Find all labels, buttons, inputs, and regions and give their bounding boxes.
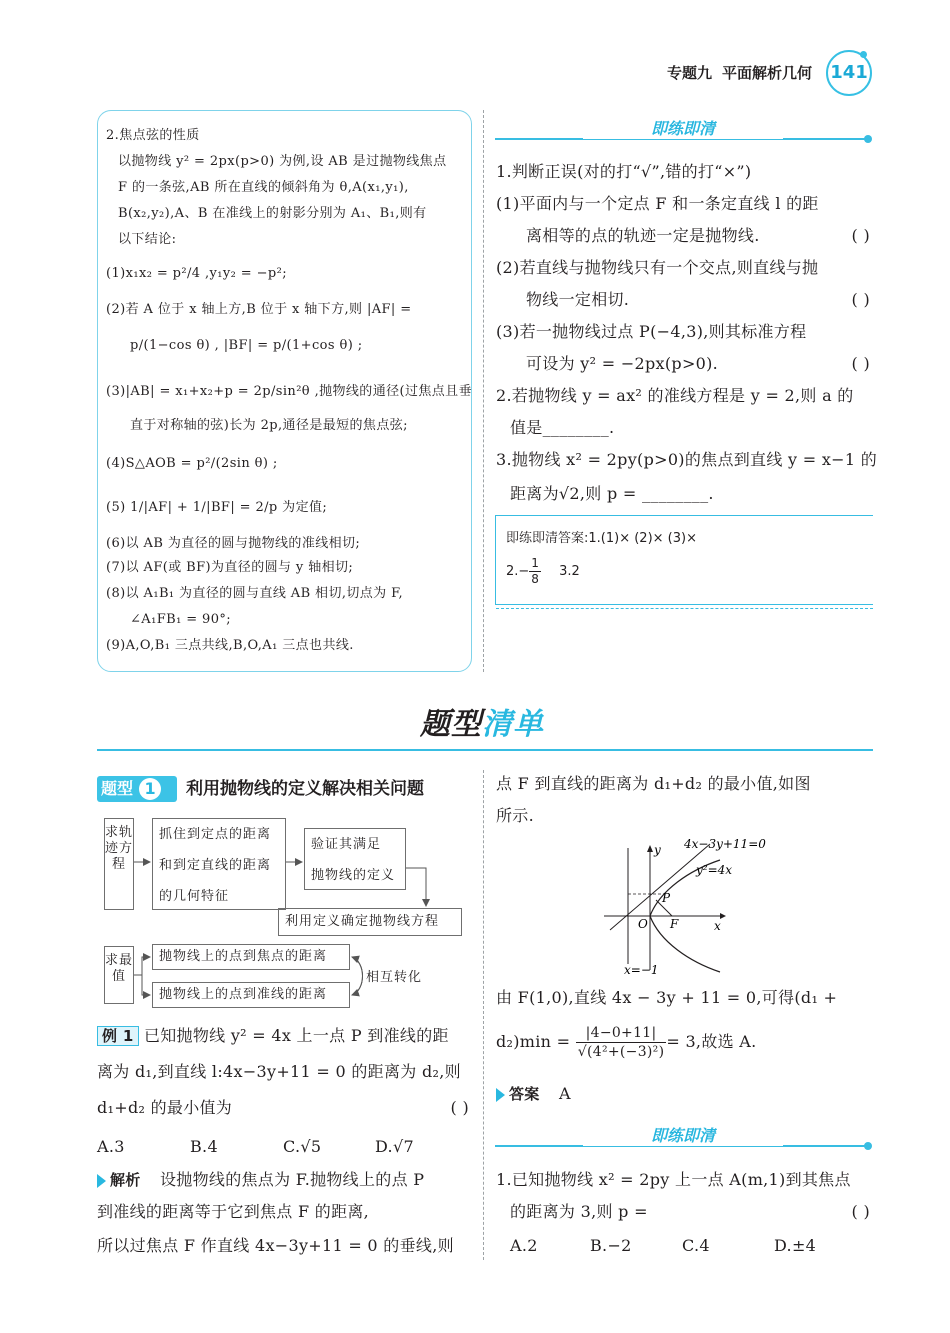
section-title-a: 题型 (420, 707, 482, 742)
focal-intro-3: B(x₂,y₂),A、B 在准线上的射影分别为 A₁、B₁,则有 (118, 206, 427, 221)
focal-property-2b: p/(1−cos θ) , |BF| = p/(1+cos θ) ; (130, 338, 363, 353)
flow-locus-label: 求轨迹方程 (104, 818, 134, 910)
answer-blank-1[interactable]: ( ) (851, 226, 870, 245)
flow-step-features-2: 和到定直线的距离 (159, 858, 272, 873)
answer-2-num: 1 (531, 556, 539, 570)
flow-focus-distance: 抛物线上的点到焦点的距离 (152, 944, 350, 970)
focal-property-8a: (8)以 A₁B₁ 为直径的圆与直线 AB 相切,切点为 F, (106, 586, 404, 601)
type-title: 利用抛物线的定义解决相关问题 (186, 779, 424, 799)
example1-question-c: d₁+d₂ 的最小值为 (97, 1098, 233, 1117)
focal-property-9: (9)A,O,B₁ 三点共线,B,O,A₁ 三点也共线. (106, 638, 354, 653)
solution-text-b: 到准线的距离等于它到焦点 F 的距离, (97, 1202, 370, 1221)
graph-x-label: x (714, 919, 721, 933)
example1-label: 例 1 (97, 1026, 139, 1046)
flow-step-features-1: 抓住到定点的距离 (159, 827, 272, 842)
flow-directrix-distance: 抛物线上的点到准线的距离 (152, 982, 350, 1008)
solution-fraction-num: |4−0+11| (576, 1024, 667, 1043)
section-title-b: 清单 (482, 707, 544, 742)
page-number: 141 (826, 50, 872, 96)
practice2-choice-a: A.2 (510, 1236, 538, 1255)
practice1-q2a: 2.若抛物线 y = ax² 的准线方程是 y = 2,则 a 的 (496, 386, 854, 405)
practice1-q1-3b-text: 可设为 y² = −2px(p>0). (526, 354, 719, 373)
solution-text-g2: = 3,故选 A. (666, 1032, 757, 1051)
practice1-q1-1a: (1)平面内与一个定点 F 和一条定直线 l 的距 (496, 194, 819, 213)
practice2-q1b: 的距离为 3,则 p = (510, 1202, 648, 1221)
solution-label: 解析 (110, 1171, 141, 1189)
header-topic: 专题九 (666, 64, 712, 82)
practice2-title: 即练即清 (583, 1123, 783, 1146)
answer-value: A (559, 1084, 571, 1103)
graph-origin-label: O (638, 917, 648, 931)
focal-property-8b: ∠A₁FB₁ = 90°; (130, 612, 232, 627)
practice2-line2 (510, 1200, 870, 1224)
example1-answer-blank[interactable]: ( ) (450, 1098, 469, 1117)
type-tag-number: 1 (139, 778, 161, 800)
graph-directrix-label: x=−1 (624, 963, 659, 977)
answer-label: 答案 (509, 1085, 540, 1103)
example1-line3 (97, 1096, 469, 1120)
practice2-answer-blank[interactable]: ( ) (851, 1202, 870, 1221)
type-tag-label: 题型 (101, 779, 134, 798)
x-axis-arrow (720, 913, 726, 919)
answer-blank-2[interactable]: ( ) (851, 290, 870, 309)
flow-step-verify-2: 抛物线的定义 (311, 868, 396, 883)
solution-text-f: 由 F(1,0),直线 4x − 3y + 11 = 0,可得(d₁ + (496, 988, 838, 1007)
example1-choice-a: A.3 (97, 1137, 125, 1156)
solution-line1 (97, 1168, 424, 1192)
practice1-q1-2a: (2)若直线与抛物线只有一个交点,则直线与抛 (496, 258, 819, 277)
example1-question-b: 离为 d₁,到直线 l:4x−3y+11 = 0 的距离为 d₂,则 (97, 1062, 461, 1081)
header-title: 平面解析几何 (721, 64, 812, 82)
solution-text-d: 点 F 到直线的距离为 d₁+d₂ 的最小值,如图 (496, 774, 811, 793)
focal-property-1: (1)x₁x₂ = p²/4 ,y₁y₂ = −p²; (106, 266, 287, 281)
focal-property-7: (7)以 AF(或 BF)为直径的圆与 y 轴相切; (106, 560, 354, 575)
solution-text-g1: d₂)min = (496, 1032, 571, 1051)
example1-question-a: 已知抛物线 y² = 4x 上一点 P 到准线的距 (143, 1026, 449, 1045)
flow-step-equation: 利用定义确定抛物线方程 (278, 908, 462, 936)
answer-2-sign: 2.− (506, 564, 530, 579)
example1-choice-d: D.√7 (375, 1137, 414, 1156)
example1-choice-c: C.√5 (283, 1137, 322, 1156)
flow-arrow-4 (134, 957, 150, 975)
y-axis-arrow (647, 845, 653, 852)
practice2-q1a: 1.已知抛物线 x² = 2py 上一点 A(m,1)到其焦点 (496, 1170, 851, 1189)
focal-intro-1: 以抛物线 y² = 2px(p>0) 为例,设 AB 是过抛物线焦点 (118, 154, 447, 169)
focal-heading: 2.焦点弦的性质 (106, 128, 200, 143)
graph-parabola-label: y²=4x (696, 863, 733, 877)
graph-line-label: 4x−3y+11=0 (684, 837, 766, 851)
practice1-q1-3a: (3)若一抛物线过点 P(−4,3),则其标准方程 (496, 322, 807, 341)
flow-arrow-3 (406, 868, 426, 906)
example1-line1 (97, 1024, 449, 1048)
solution-text-a: 设抛物线的焦点为 F.抛物线上的点 P (160, 1170, 425, 1189)
focal-intro-2: F 的一条弦,AB 所在直线的倾斜角为 θ,A(x₁,y₁), (118, 180, 409, 195)
answer-blank-3[interactable]: ( ) (851, 354, 870, 373)
practice1-q2b: 值是________. (510, 418, 615, 437)
practice1-q1-2b-text: 物线一定相切. (526, 290, 630, 309)
graph-p-label: P (662, 891, 671, 905)
graph-y-label: y (654, 843, 661, 857)
answer-marker-icon (496, 1088, 505, 1102)
solution-text-e: 所示. (496, 806, 534, 825)
practice1-title: 即练即清 (583, 116, 783, 139)
focal-property-3b: 直于对称轴的弦)长为 2p,通径是最短的焦点弦; (130, 418, 408, 433)
answer-2-den: 8 (531, 572, 539, 586)
flow-mutual-arc (352, 957, 363, 995)
practice1-answer-line1: 即练即清答案:1.(1)× (2)× (3)× (506, 531, 697, 546)
focal-property-3a: (3)|AB| = x₁+x₂+p = 2p/sin²θ ,抛物线的通径(过焦点且垂 (106, 384, 472, 399)
answer-line (496, 1082, 571, 1106)
graph-focus-label: F (670, 917, 679, 931)
practice1-q3a: 3.抛物线 x² = 2py(p>0)的焦点到直线 y = x−1 的 (496, 450, 878, 469)
flow-mutual-label: 相互转化 (366, 970, 423, 985)
solution-text-c: 所以过焦点 F 作直线 4x−3y+11 = 0 的垂线,则 (97, 1236, 454, 1255)
focal-intro-4: 以下结论: (118, 232, 177, 247)
focal-property-5: (5) 1/|AF| + 1/|BF| = 2/p 为定值; (106, 500, 328, 515)
practice1-q1: 1.判断正误(对的打“√”,错的打“×”) (496, 162, 752, 181)
flow-step-verify-1: 验证其满足 (311, 837, 382, 852)
practice2-choice-c: C.4 (682, 1236, 710, 1255)
example1-choice-b: B.4 (190, 1137, 218, 1156)
solution-fraction (576, 1024, 667, 1061)
solution-marker-icon (97, 1174, 106, 1188)
solution-fraction-den: √(4²+(−3)²) (577, 1044, 665, 1060)
practice1-q3b: 距离为√2,则 p = ________. (510, 484, 714, 503)
parabola-figure (600, 830, 780, 980)
practice1-q1-1b-text: 离相等的点的轨迹一定是抛物线. (526, 226, 760, 245)
focal-property-2a: (2)若 A 位于 x 轴上方,B 位于 x 轴下方,则 |AF| = (106, 302, 412, 317)
flow-mutual-arc-2 (352, 957, 363, 995)
practice2-choice-d: D.±4 (774, 1236, 817, 1255)
practice2-choice-b: B.−2 (590, 1236, 632, 1255)
focal-property-6: (6)以 AB 为直径的圆与抛物线的准线相切; (106, 536, 361, 551)
flow-extremum-label: 求最值 (104, 946, 134, 1004)
flow-arrow-5 (142, 975, 150, 995)
focal-property-4: (4)S△AOB = p²/(2sin θ) ; (106, 456, 278, 471)
flow-step-features-3: 的几何特征 (159, 889, 230, 904)
answer-3: 3.2 (559, 564, 580, 579)
solution-formula (496, 1024, 757, 1061)
